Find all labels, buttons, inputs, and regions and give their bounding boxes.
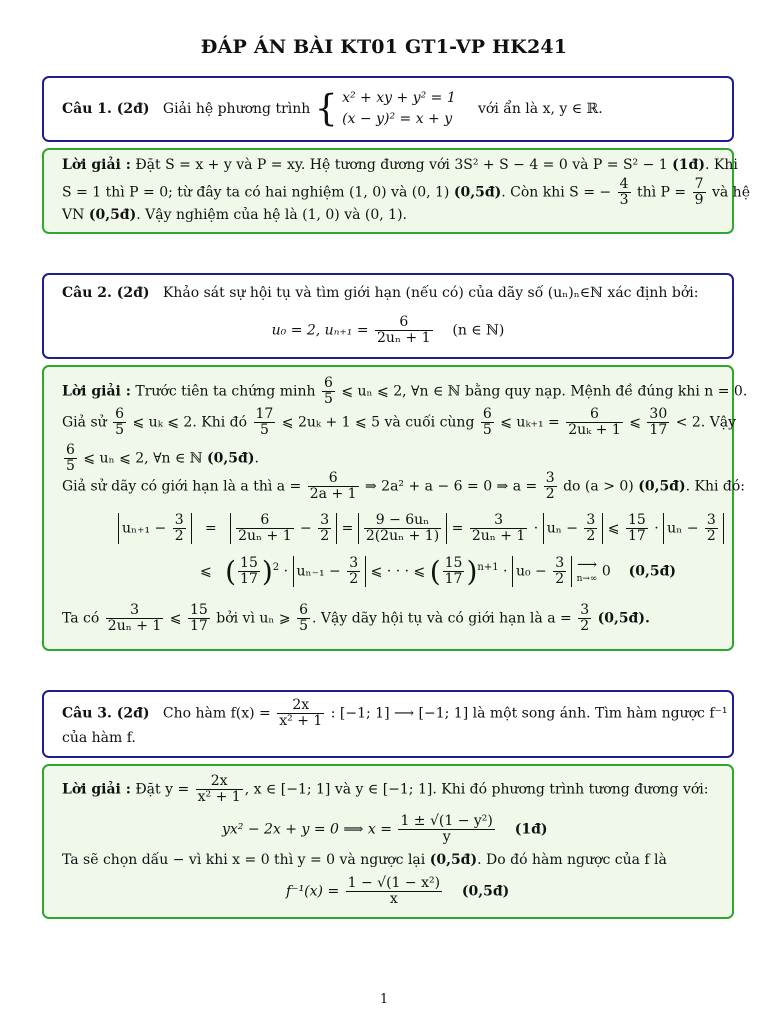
abs-term: uₙ − $\frac{3}{2}$ bbox=[543, 513, 604, 544]
fraction-17-5 bbox=[254, 407, 276, 438]
frac bbox=[188, 603, 210, 634]
frac-den: 17 bbox=[240, 571, 258, 587]
paren: ) bbox=[466, 555, 478, 588]
frac-num: 6 bbox=[115, 406, 125, 422]
quadratic-equation: yx² − 2x + y = 0 ⟹ x = bbox=[222, 821, 392, 838]
frac-den: 2uₙ + 1 bbox=[377, 330, 431, 346]
equation-2: (x − y)² = x + y bbox=[342, 111, 453, 127]
frac-num: 1 − √(1 − x²) bbox=[347, 875, 441, 891]
solution-3-line-3b: . Do đó hàm ngược của f là bbox=[477, 852, 667, 868]
inverse-fraction bbox=[346, 876, 442, 907]
solution-2-line-2c: ⩽ 2uₖ + 1 ⩽ 5 và cuối cùng bbox=[281, 414, 475, 431]
solution-3-line-3a: Ta sẽ chọn dấu − vì khi x = 0 thì y = 0 và ngược lại bbox=[62, 852, 426, 868]
inverse-left: f⁻¹(x) = bbox=[286, 883, 340, 900]
solution-2-line-7b: ⩽ bbox=[169, 610, 182, 627]
solution-1-line-2c: thì P = bbox=[636, 184, 687, 201]
solution-2-line-2b: ⩽ uₖ ⩽ 2. Khi đó bbox=[132, 414, 248, 431]
frac bbox=[470, 513, 528, 544]
solution-1-label: Lời giải : bbox=[62, 157, 131, 173]
frac bbox=[626, 513, 648, 544]
solution-1-line-2d: và hệ bbox=[711, 184, 750, 201]
question-2-text: Khảo sát sự hội tụ và tìm giới hạn (nếu có) của dãy số (uₙ)ₙ∈ℕ xác định bởi: bbox=[162, 285, 699, 301]
points-1: (1đ) bbox=[514, 821, 548, 838]
inverse-function bbox=[286, 876, 509, 907]
frac-den: 2(2uₙ + 1) bbox=[365, 528, 440, 544]
fraction-6-5 bbox=[481, 407, 494, 438]
frac-den: 17 bbox=[627, 528, 646, 544]
frac-den: 17 bbox=[444, 571, 463, 587]
quadratic-solution bbox=[222, 814, 547, 845]
paren: ) bbox=[261, 555, 273, 588]
function-fraction bbox=[277, 698, 324, 729]
abs-term bbox=[358, 513, 447, 544]
frac bbox=[347, 556, 360, 587]
question-1-box bbox=[42, 76, 734, 142]
frac-den: 2 bbox=[174, 528, 184, 544]
points-3: (0,5đ) bbox=[461, 883, 510, 900]
inequality-line-2: ⩽ ( $\frac{15}{17}$ )$^2$ · uₙ₋₁ − $\frac{3}{2}$ ⩽ · · · ⩽ ( $\frac{15}{17}$ )$^{n+1}$ · u₀ − $\frac{3}{2}$ ⟶ n→∞ 0 (0,5đ) bbox=[200, 555, 676, 588]
frac-num: 3 bbox=[174, 512, 184, 528]
frac-den: 9 bbox=[694, 192, 704, 208]
solution-2-label: Lời giải : bbox=[62, 383, 131, 400]
frac bbox=[578, 603, 591, 634]
frac-den: 2 bbox=[586, 528, 596, 544]
frac-den: 2 bbox=[545, 486, 555, 502]
frac bbox=[238, 556, 260, 587]
solution-2-box: Lời giải : Trước tiên ta chứng minh $\frac{6}{5}$ ⩽ uₙ ⩽ 2, ∀n ∈ ℕ bằng quy nạp. Mệnh đề đúng khi n = 0. Giả sử $\frac{6}{5}$ ⩽ uₖ ⩽ 2. Khi đó $\frac{17}{5}$ ⩽ 2uₖ + 1 ⩽ 5 và cuối cùng $\frac{6}{5}$ ⩽ uₖ₊₁ = $\frac{6}{\text{2uₖ + 1}}$ ⩽ $\frac{30}{17}$ < 2. Vậy $\frac{6}{5}$ ⩽ uₙ ⩽ 2, ∀n ∈ ℕ (0,5đ). Giả sử dãy có giới hạn là a thì a = $\frac{6}{2a + 1}$ ⇒ 2a² + a − 6 = 0 ⇒ a = $\frac{3}{2}$ do (a > 0) (0,5đ). Khi đó: uₙ₊₁ − $\frac{3}{2}$ = $\frac{6}{\text{2uₙ + 1}}$ − $\frac{3}{2}$ = $\frac{\text{9 − 6uₙ}}{\text{2(2uₙ + 1)}}$ = $\frac{3}{\text{2uₙ + 1}}$ · uₙ − $\frac{3}{2}$ ⩽ $\frac{15}{17}$ · uₙ − $\frac{3}{2}$ ⩽ ( $\frac{15}{17}$ )$^2$ · uₙ₋₁ − $\frac{3}{2}$ ⩽ · · · ⩽ ( $\frac{15}{17}$ )$^{n+1}$ · u₀ − $\frac{3}{2}$ ⟶ n→∞ 0 (0,5đ) Ta có $\frac{3}{\text{2uₙ + 1}}$ ⩽ $\frac{15}{17}$ bởi vì uₙ ⩾ $\frac{6}{5}$ . Vậy dãy hội tụ và có giới hạn là a = $\frac{3}{2}$ (0,5đ). bbox=[42, 365, 734, 651]
frac-num: 3 bbox=[106, 603, 164, 619]
fraction-6-2uk1 bbox=[566, 407, 623, 438]
frac-num: 3 bbox=[586, 512, 596, 528]
frac-den: 2uₙ + 1 bbox=[107, 618, 162, 634]
frac-num: 7 bbox=[694, 176, 704, 192]
equation-1: x² + xy + y² = 1 bbox=[342, 90, 456, 106]
frac-num: 2x bbox=[196, 774, 243, 790]
points-2: (0,5đ) bbox=[638, 478, 686, 495]
frac-num: 3 bbox=[349, 555, 359, 571]
fraction-minus-4-3 bbox=[618, 177, 631, 208]
solution-2-line-2e: ⩽ bbox=[629, 414, 641, 431]
frac-num: 15 bbox=[240, 555, 258, 571]
frac-den: 2 bbox=[555, 571, 565, 587]
frac bbox=[318, 513, 331, 544]
solution-2-line-2a: Giả sử bbox=[62, 414, 107, 431]
question-2-label: Câu 2. (2đ) bbox=[62, 285, 150, 301]
solution-2-line-4b: ⇒ 2a² + a − 6 = 0 ⇒ a = bbox=[365, 478, 538, 495]
frac-den: 17 bbox=[189, 618, 208, 634]
frac-num: 6 bbox=[375, 315, 433, 331]
paren: ( bbox=[225, 555, 237, 588]
solution-2-line-2d: ⩽ uₖ₊₁ = bbox=[500, 414, 560, 431]
question-3-box bbox=[42, 690, 734, 758]
frac bbox=[364, 513, 441, 544]
frac bbox=[705, 513, 718, 544]
solution-3-line-1a: Đặt y = bbox=[135, 781, 190, 798]
frac bbox=[584, 513, 597, 544]
frac-num: 30 bbox=[649, 406, 668, 422]
frac-num: 6 bbox=[482, 406, 492, 422]
substitution-fraction bbox=[196, 774, 243, 805]
points-1: (0,5đ) bbox=[207, 450, 255, 467]
fraction-6-5 bbox=[322, 376, 335, 407]
solution-2-line-7a: Ta có bbox=[62, 610, 100, 627]
solution-2-line-7c: bởi vì uₙ ⩾ bbox=[216, 610, 291, 627]
fraction-6-5 bbox=[64, 443, 77, 474]
frac bbox=[106, 603, 164, 634]
frac-den: 5 bbox=[115, 422, 125, 438]
question-1-text: Giải hệ phương trình bbox=[162, 101, 311, 117]
frac-den: 2uₖ + 1 bbox=[568, 422, 621, 438]
question-2-box bbox=[42, 273, 734, 359]
frac-den: 2 bbox=[706, 528, 716, 544]
frac-num: 6 bbox=[299, 602, 309, 618]
question-3-text-2: : [−1; 1] ⟶ [−1; 1] là một song ánh. Tìm hàm ngược f⁻¹ bbox=[330, 705, 728, 722]
frac-den: x² + 1 bbox=[279, 713, 323, 729]
solution-3-line-1b: , x ∈ [−1; 1] và y ∈ [−1; 1]. Khi đó phương trình tương đương với: bbox=[244, 781, 709, 798]
frac-den: 2uₙ + 1 bbox=[471, 528, 526, 544]
frac-num: 6 bbox=[308, 471, 359, 487]
recurrence-right: (n ∈ ℕ) bbox=[452, 322, 505, 339]
solution-2-line-1b: ⩽ uₙ ⩽ 2, ∀n ∈ ℕ bằng quy nạp. Mệnh đề đúng khi n = 0. bbox=[341, 383, 748, 400]
solution-2-line-4d: . Khi đó: bbox=[685, 478, 746, 495]
solution-1-line-1-end: . Khi bbox=[704, 157, 738, 173]
recurrence-fraction bbox=[375, 315, 433, 346]
frac bbox=[173, 513, 186, 544]
solution-1-line-2b: . Còn khi S = − bbox=[501, 184, 612, 201]
points-1: (1đ) bbox=[672, 157, 705, 173]
points-2: (0,5đ) bbox=[429, 852, 478, 868]
frac-num: 6 bbox=[566, 407, 623, 423]
equation-system bbox=[342, 88, 456, 130]
abs-term: uₙ₊₁ − $\frac{3}{2}$ bbox=[118, 513, 192, 544]
question-3-text-1: Cho hàm f(x) = bbox=[162, 705, 271, 722]
question-3-label: Câu 3. (2đ) bbox=[62, 705, 150, 722]
frac-num: 15 bbox=[627, 512, 646, 528]
page-number: 1 bbox=[379, 992, 389, 1007]
frac-den: x bbox=[389, 891, 398, 907]
solution-2-line-7d: . Vậy dãy hội tụ và có giới hạn là a = bbox=[312, 610, 572, 627]
frac-den: 2 bbox=[349, 571, 359, 587]
points-3: (0,5đ) bbox=[628, 563, 676, 580]
limit-subscript: n→∞ bbox=[576, 573, 598, 584]
frac-num: 6 bbox=[323, 375, 333, 391]
frac-den: 2a + 1 bbox=[309, 486, 357, 502]
solution-2-line-1a: Trước tiên ta chứng minh bbox=[135, 383, 316, 400]
recurrence-equation bbox=[44, 315, 732, 346]
frac-den: 5 bbox=[482, 422, 492, 438]
fraction-6-2a1 bbox=[308, 471, 359, 502]
frac-num: 4 bbox=[619, 176, 629, 192]
limit-arrow: ⟶ n→∞ bbox=[576, 556, 598, 584]
solution-1-line-1: Đặt S = x + y và P = xy. Hệ tương đương với 3S² + S − 4 = 0 và P = S² − 1 bbox=[135, 157, 668, 173]
frac-num: 2x bbox=[277, 698, 324, 714]
recurrence-left: u₀ = 2, uₙ₊₁ = bbox=[271, 322, 369, 339]
frac-den: 2 bbox=[320, 528, 330, 544]
solution-2-line-4a: Giả sử dãy có giới hạn là a thì a = bbox=[62, 478, 302, 495]
solution-3-box bbox=[42, 764, 734, 919]
points-4: (0,5đ). bbox=[597, 610, 650, 627]
frac-num: 6 bbox=[236, 513, 294, 529]
frac bbox=[236, 513, 294, 544]
frac-num: 3 bbox=[580, 602, 590, 618]
inequality-line-1: uₙ₊₁ − $\frac{3}{2}$ = $\frac{6}{\text{2uₙ + 1}}$ − $\frac{3}{2}$ = $\frac{\text{9 − 6uₙ}}{\text{2(2uₙ + 1)}}$ = $\frac{3}{\text{2uₙ + 1}}$ · uₙ − $\frac{3}{2}$ ⩽ $\frac{15}{17}$ · uₙ − $\frac{3}{2}$ bbox=[118, 513, 724, 544]
frac-num: 6 bbox=[66, 442, 75, 458]
fraction-30-17 bbox=[647, 407, 669, 438]
frac-den: 2uₙ + 1 bbox=[238, 528, 292, 544]
points-2: (0,5đ) bbox=[453, 184, 502, 201]
frac bbox=[297, 603, 310, 634]
solution-2-line-4c: do (a > 0) bbox=[563, 478, 634, 495]
solution-2-line-2f: < 2. Vậy bbox=[675, 414, 737, 431]
page-title: ĐÁP ÁN BÀI KT01 GT1-VP HK241 bbox=[200, 36, 568, 58]
fraction-7-9 bbox=[693, 177, 706, 208]
question-3-text-3: của hàm f. bbox=[62, 730, 136, 746]
frac-num: 17 bbox=[255, 406, 274, 422]
frac-den: 5 bbox=[259, 422, 269, 438]
root-fraction bbox=[398, 814, 494, 845]
fraction-6-5 bbox=[113, 407, 126, 438]
frac-den: 17 bbox=[649, 422, 668, 438]
frac-den: 5 bbox=[323, 391, 333, 407]
abs-term: uₙ₋₁ − $\frac{3}{2}$ bbox=[293, 556, 367, 587]
solution-1-line-2a: S = 1 thì P = 0; từ đây ta có hai nghiệm (1, 0) và (0, 1) bbox=[62, 184, 450, 201]
frac-num: 15 bbox=[444, 555, 463, 571]
frac-den: 5 bbox=[66, 458, 75, 474]
solution-3-label: Lời giải : bbox=[62, 781, 131, 798]
fraction-3-2 bbox=[544, 471, 557, 502]
abs-term: uₙ − $\frac{3}{2}$ bbox=[663, 513, 724, 544]
frac-den: x² + 1 bbox=[197, 789, 241, 805]
frac-num: 9 − 6uₙ bbox=[364, 513, 441, 529]
frac-num: 3 bbox=[706, 512, 716, 528]
solution-2-line-3: ⩽ uₙ ⩽ 2, ∀n ∈ ℕ bbox=[83, 450, 203, 467]
frac-num: 3 bbox=[555, 555, 565, 571]
frac-den: 2 bbox=[580, 618, 590, 634]
frac-num: 3 bbox=[470, 513, 528, 529]
frac-den: 3 bbox=[619, 192, 629, 208]
solution-1-line-3b: . Vậy nghiệm của hệ là (1, 0) và (0, 1). bbox=[136, 207, 407, 223]
frac-num: 3 bbox=[320, 512, 330, 528]
frac-den: y bbox=[442, 829, 451, 845]
paren: ( bbox=[429, 555, 441, 588]
points-3: (0,5đ) bbox=[88, 207, 137, 223]
question-1-label: Câu 1. (2đ) bbox=[62, 101, 150, 117]
frac-num: 15 bbox=[189, 602, 208, 618]
question-1-tail: với ẩn là x, y ∈ ℝ. bbox=[478, 101, 603, 117]
solution-1-box bbox=[42, 148, 750, 234]
solution-1-line-3a: VN bbox=[62, 207, 85, 223]
abs-term: $\frac{6}{\text{2uₙ + 1}}$ − $\frac{3}{2}$ bbox=[230, 513, 337, 544]
frac bbox=[443, 556, 465, 587]
frac-num: 3 bbox=[545, 470, 555, 486]
frac-den: 5 bbox=[299, 618, 309, 634]
abs-term: u₀ − $\frac{3}{2}$ bbox=[512, 556, 572, 587]
frac-num: 1 ± √(1 − y²) bbox=[400, 813, 493, 829]
frac bbox=[553, 556, 566, 587]
system-brace: { bbox=[314, 88, 338, 130]
